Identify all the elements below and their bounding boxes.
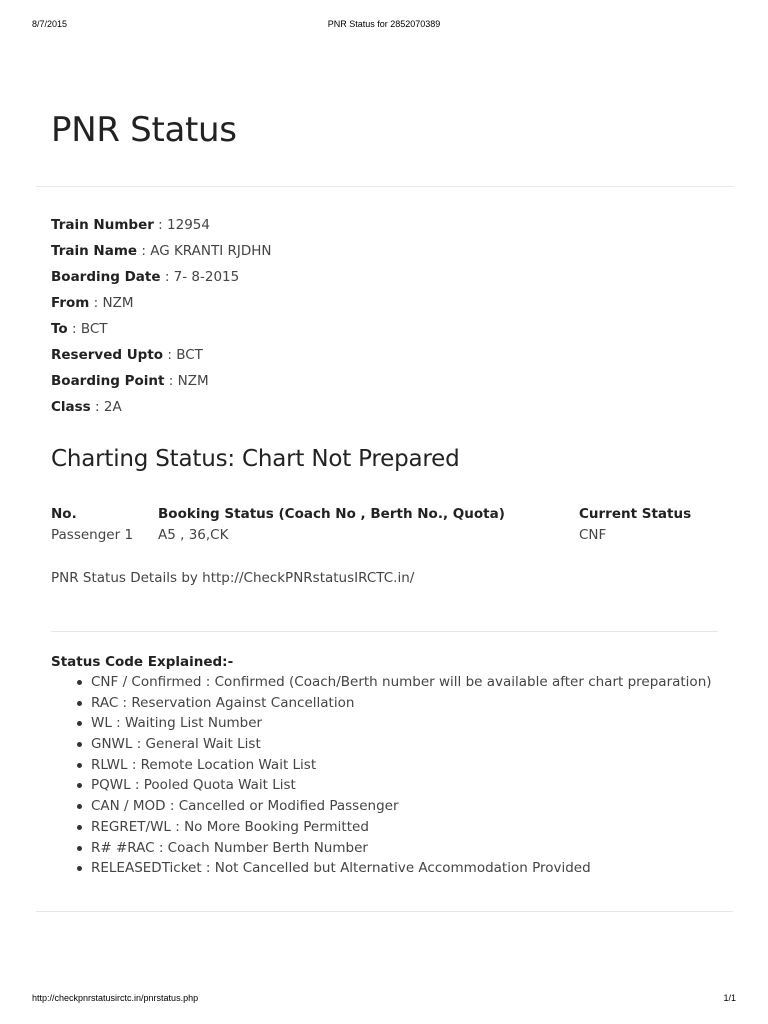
charting-status: Charting Status: Chart Not Prepared	[51, 446, 460, 472]
passenger-name: Passenger 1	[51, 527, 134, 543]
header-no: No.	[51, 506, 77, 522]
bullet-icon	[77, 804, 82, 809]
list-item	[91, 713, 712, 734]
detail-train-number	[51, 214, 272, 240]
bullet-icon	[77, 783, 82, 788]
source-text: PNR Status Details by http://CheckPNRstatusIRCTC.in/	[51, 570, 415, 586]
detail-reserved-upto	[51, 344, 272, 370]
status-codes	[51, 652, 712, 879]
list-item	[91, 734, 712, 755]
page-title: PNR Status	[51, 110, 237, 150]
table-row	[51, 525, 731, 546]
list-item-text: RELEASEDTicket : Not Cancelled but Alternative Accommodation Provided	[91, 860, 591, 877]
list-item	[91, 775, 712, 796]
detail-label: Train Number	[51, 217, 154, 233]
list-item-text: RLWL : Remote Location Wait List	[91, 756, 317, 773]
list-item-text: CNF / Confirmed : Confirmed (Coach/Berth number will be available after chart preparation)	[91, 674, 712, 690]
list-item	[91, 672, 712, 693]
list-item-text: CAN / MOD : Cancelled or Modified Passenger	[91, 798, 399, 815]
passenger-table	[51, 504, 731, 546]
title-divider	[36, 186, 733, 187]
detail-value: : NZM	[164, 373, 209, 389]
bullet-icon	[77, 846, 82, 851]
detail-label: Reserved Upto	[51, 347, 164, 363]
detail-to	[51, 318, 272, 344]
list-item	[91, 693, 712, 714]
detail-value: : AG KRANTI RJDHN	[137, 243, 272, 259]
status-codes-list	[51, 672, 712, 879]
list-item	[91, 838, 712, 859]
list-item	[91, 796, 712, 817]
current-status: CNF	[579, 527, 607, 543]
print-footer	[0, 993, 768, 1005]
detail-value: : NZM	[89, 295, 134, 311]
detail-label: From	[51, 295, 90, 311]
list-item-text: WL : Waiting List Number	[91, 715, 263, 732]
list-item-text: RAC : Reservation Against Cancellation	[91, 694, 355, 711]
detail-value: : BCT	[67, 321, 108, 337]
list-item-text: PQWL : Pooled Quota Wait List	[91, 777, 296, 794]
bullet-icon	[77, 701, 82, 706]
list-item-text: GNWL : General Wait List	[91, 736, 261, 753]
header-booking-status: Booking Status (Coach No , Berth No., Quota)	[158, 506, 505, 522]
print-page-number: 1/1	[723, 993, 736, 1003]
bullet-icon	[77, 721, 82, 726]
list-item-text: R# #RAC : Coach Number Berth Number	[91, 839, 368, 856]
detail-value: : 12954	[153, 217, 210, 233]
bullet-icon	[77, 825, 82, 830]
detail-value: : BCT	[163, 347, 203, 363]
list-item	[91, 858, 712, 879]
detail-train-name	[51, 240, 272, 266]
detail-boarding-date	[51, 266, 272, 292]
list-item	[91, 817, 712, 838]
detail-boarding-point	[51, 370, 272, 396]
bullet-icon	[77, 763, 82, 768]
status-codes-title: Status Code Explained:-	[51, 654, 234, 670]
detail-label: Boarding Point	[51, 373, 165, 389]
detail-label: To	[51, 321, 68, 337]
print-date: 8/7/2015	[32, 19, 68, 29]
bullet-icon	[77, 680, 82, 685]
bullet-icon	[77, 742, 82, 747]
detail-label: Train Name	[51, 243, 138, 259]
print-url[interactable]: http://checkpnrstatusirctc.in/pnrstatus.php	[32, 993, 199, 1003]
list-item-text: REGRET/WL : No More Booking Permitted	[91, 818, 369, 835]
print-header	[0, 19, 768, 31]
detail-value: : 7- 8-2015	[160, 269, 240, 285]
list-item	[91, 755, 712, 776]
train-details	[51, 214, 272, 422]
detail-label: Class	[51, 399, 91, 415]
print-title: PNR Status for 2852070389	[327, 19, 441, 29]
detail-label: Boarding Date	[51, 269, 161, 285]
detail-from	[51, 292, 272, 318]
detail-value: : 2A	[90, 399, 122, 415]
header-current-status: Current Status	[579, 506, 692, 522]
bullet-icon	[77, 866, 82, 871]
footer-divider	[36, 911, 733, 912]
booking-status: A5 , 36,CK	[158, 527, 229, 543]
section-divider	[51, 631, 718, 632]
detail-class	[51, 396, 272, 422]
table-header-row	[51, 504, 731, 525]
